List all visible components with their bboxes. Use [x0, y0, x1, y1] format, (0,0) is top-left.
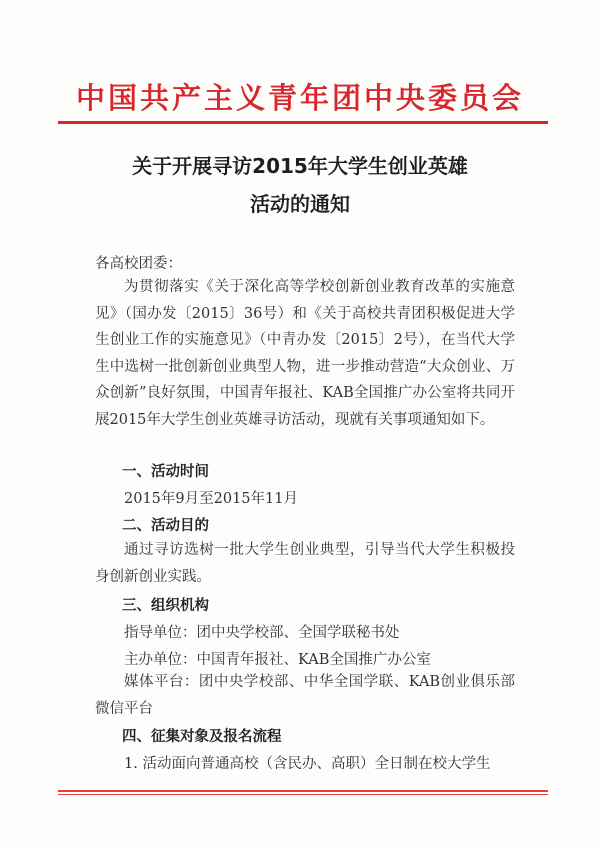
footer-red-rule-1 — [58, 790, 548, 792]
org-host-unit: 主办单位：中国青年报社、KAB全国推广办公室 — [124, 652, 431, 668]
org-guide-unit: 指导单位：团中央学校部、全国学联秘书处 — [124, 625, 400, 641]
section-heading-organization: 三、组织机构 — [122, 598, 209, 614]
footer-red-rule-2 — [58, 794, 548, 795]
section-content-time: 2015年9月至2015年11月 — [124, 491, 298, 507]
org-media-platform: 媒体平台：团中央学校部、中华全国学联、KAB创业俱乐部微信平台 — [95, 674, 515, 717]
section-heading-time: 一、活动时间 — [122, 464, 209, 480]
section-heading-recruitment: 四、征集对象及报名流程 — [122, 729, 282, 745]
document-title-line-1: 关于开展寻访2015年大学生创业英雄 — [132, 154, 468, 178]
section-content-purpose: 通过寻访选树一批大学生创业典型，引导当代大学生积极投身创新创业实践。 — [95, 542, 515, 585]
intro-paragraph: 为贯彻落实《关于深化高等学校创新创业教育改革的实施意见》（国办发〔2015〕36号）和《关于高校共青团积极促进大学生创业工作的实施意见》（中青办发〔2015〕2号），在当代大学生中选树一批创新创业典型人物，进一步推动营造“大众创业、万众创新”良好氛围，中国青年报社、KAB全国推广办公室将共同开展2015年大学生创业英雄寻访活动，现就有关事项通知如下。 — [95, 279, 515, 428]
header-red-rule — [58, 121, 548, 124]
document-title-line-2: 活动的通知 — [250, 192, 350, 216]
section-heading-purpose: 二、活动目的 — [122, 518, 209, 534]
organization-header: 中国共产主义青年团中央委员会 — [75, 81, 524, 115]
recruitment-item-1: 1. 活动面向普通高校（含民办、高职）全日制在校大学生 — [124, 756, 491, 772]
salutation: 各高校团委： — [95, 256, 182, 272]
